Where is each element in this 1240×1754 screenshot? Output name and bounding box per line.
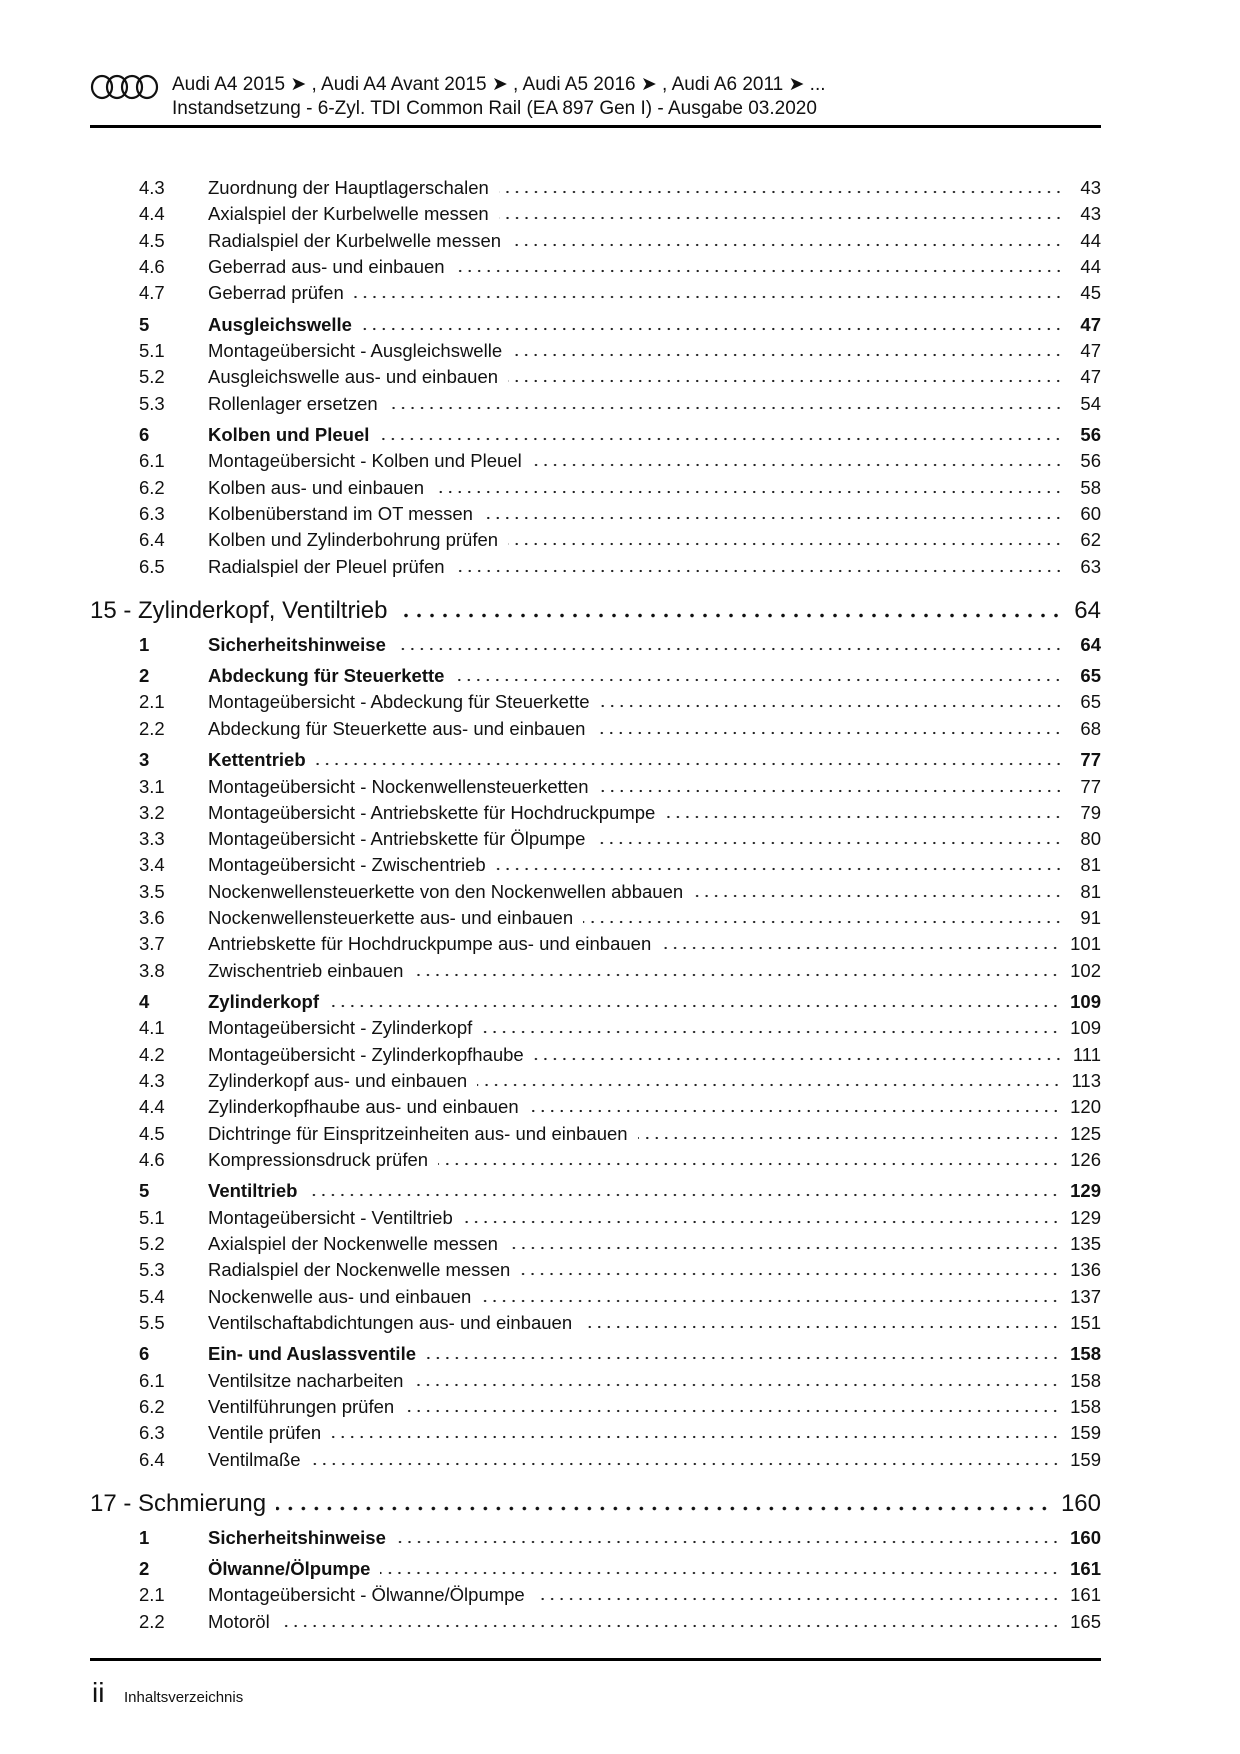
dot-leader <box>661 946 1060 950</box>
toc-title: Abdeckung für Steuerkette aus- und einbauen <box>208 717 586 739</box>
dot-leader <box>438 1162 1060 1166</box>
toc-title: Radialspiel der Pleuel prüfen <box>208 555 445 577</box>
toc-title: Ventilführungen prüfen <box>208 1396 395 1417</box>
toc-title: Antriebskette für Hochdruckpumpe aus- und einbauen <box>208 933 652 955</box>
toc-section[interactable] <box>90 1180 1101 1202</box>
footer-page-number: ii <box>92 1677 105 1708</box>
toc-page-number: 113 <box>1071 1070 1101 1091</box>
toc-section[interactable] <box>90 634 1101 656</box>
toc-number: 5.2 <box>139 366 165 388</box>
dot-leader <box>595 731 1063 735</box>
toc-page-number: 137 <box>1070 1285 1101 1307</box>
toc-number: 6.1 <box>139 450 165 472</box>
toc-title: Montageübersicht - Abdeckung für Steuerkette <box>208 691 590 713</box>
toc-title: Montageübersicht - Kolben und Pleuel <box>208 450 522 472</box>
toc-entry[interactable] <box>90 256 1101 278</box>
dot-leader <box>583 920 1063 924</box>
toc-page-number: 77 <box>1080 775 1101 797</box>
toc-number: 3.4 <box>139 854 165 876</box>
toc-page-number: 161 <box>1070 1584 1101 1606</box>
toc-number: 5.3 <box>139 392 165 414</box>
toc-page-number: 44 <box>1080 255 1101 277</box>
toc-page-number: 101 <box>1070 933 1101 955</box>
dot-leader <box>413 973 1060 977</box>
dot-leader <box>316 762 1063 766</box>
toc-page-number: 125 <box>1070 1122 1101 1144</box>
toc-title: Montageübersicht - Ausgleichswelle <box>208 340 503 361</box>
toc-title: Axialspiel der Nockenwelle messen <box>208 1233 498 1254</box>
toc-page-number: 126 <box>1070 1148 1101 1170</box>
toc-number: 5.1 <box>139 1206 165 1228</box>
toc-number: 4.4 <box>139 1096 165 1118</box>
dot-leader <box>455 569 1063 573</box>
toc-number: 6.3 <box>139 503 165 524</box>
toc-number: 6.2 <box>139 1396 165 1417</box>
toc-section[interactable] <box>90 1343 1101 1365</box>
toc-title: Ölwanne/Ölpumpe <box>208 1558 371 1580</box>
toc-entry[interactable] <box>90 529 1101 551</box>
toc-page-number: 64 <box>1080 633 1101 655</box>
toc-entry[interactable] <box>90 230 1101 252</box>
toc-entry[interactable] <box>90 1449 1101 1471</box>
toc-entry[interactable] <box>90 1233 1101 1255</box>
toc-title: 15 - Zylinderkopf, Ventiltrieb <box>90 596 388 624</box>
toc-page-number: 158 <box>1070 1396 1101 1417</box>
toc-page-number: 102 <box>1070 959 1101 981</box>
toc-entry[interactable] <box>90 718 1101 740</box>
toc-number: 3.6 <box>139 907 165 928</box>
toc-entry[interactable] <box>90 1070 1101 1092</box>
toc-number: 4.6 <box>139 255 165 277</box>
toc-page-number: 77 <box>1080 749 1101 771</box>
toc-page-number: 68 <box>1080 717 1101 739</box>
toc-page-number: 165 <box>1070 1610 1101 1632</box>
toc-entry[interactable] <box>90 1422 1101 1444</box>
toc-entry[interactable] <box>90 477 1101 499</box>
toc-title: Kolben und Zylinderbohrung prüfen <box>208 529 499 551</box>
dot-leader <box>396 1540 1060 1544</box>
toc-page-number: 91 <box>1080 907 1101 928</box>
toc-number: 3.7 <box>139 933 165 955</box>
toc-number: 4.7 <box>139 282 165 304</box>
toc-page-number: 79 <box>1080 801 1101 823</box>
toc-section[interactable] <box>90 1527 1101 1549</box>
toc-page-number: 45 <box>1080 282 1101 304</box>
toc-title: Motoröl <box>208 1610 270 1632</box>
toc-title: Kolben und Pleuel <box>208 424 370 446</box>
toc-number: 5 <box>139 313 150 335</box>
toc-title: Montageübersicht - Ölwanne/Ölpumpe <box>208 1584 525 1606</box>
toc-title: Kolben aus- und einbauen <box>208 476 425 498</box>
dot-leader <box>463 1220 1060 1224</box>
toc-title: Sicherheitshinweise <box>208 1526 386 1548</box>
toc-number: 2.2 <box>139 717 165 739</box>
toc-entry[interactable] <box>90 776 1101 798</box>
dot-leader <box>534 1057 1063 1061</box>
toc-page-number: 159 <box>1070 1448 1101 1470</box>
header-rule <box>90 125 1101 128</box>
toc-title: Zuordnung der Hauptlagerschalen <box>208 177 489 198</box>
dot-leader <box>483 516 1063 520</box>
toc-title: Montageübersicht - Ventiltrieb <box>208 1206 453 1228</box>
toc-number: 5.2 <box>139 1233 165 1254</box>
dot-leader <box>600 704 1063 708</box>
toc-title: Ventilschaftabdichtungen aus- und einbauen <box>208 1311 573 1333</box>
toc-page-number: 47 <box>1080 340 1101 361</box>
toc-number: 4.3 <box>139 1070 165 1091</box>
toc-page-number: 43 <box>1080 203 1101 225</box>
toc-number: 4.5 <box>139 229 165 251</box>
dot-leader <box>380 1571 1060 1575</box>
toc-entry[interactable] <box>90 691 1101 713</box>
toc-section[interactable] <box>90 991 1101 1013</box>
toc-number: 4.4 <box>139 203 165 225</box>
toc-page-number: 64 <box>1074 596 1101 624</box>
toc-entry[interactable] <box>90 1017 1101 1039</box>
toc-page-number: 135 <box>1070 1233 1101 1254</box>
toc-number: 5.3 <box>139 1259 165 1281</box>
toc-entry[interactable] <box>90 960 1101 982</box>
toc-entry[interactable] <box>90 1207 1101 1229</box>
toc-page-number: 129 <box>1070 1180 1101 1202</box>
toc-section[interactable] <box>90 1558 1101 1580</box>
toc-entry[interactable] <box>90 1611 1101 1633</box>
dot-leader <box>311 1462 1061 1466</box>
footer-label: Inhaltsverzeichnis <box>124 1689 244 1706</box>
toc-entry[interactable] <box>90 1370 1101 1392</box>
toc-title: Ausgleichswelle <box>208 313 352 335</box>
toc-title: Geberrad prüfen <box>208 282 344 304</box>
toc-title: Montageübersicht - Antriebskette für Ölpumpe <box>208 828 586 850</box>
toc-entry[interactable] <box>90 393 1101 415</box>
toc-number: 4.2 <box>139 1043 165 1065</box>
dot-leader <box>481 1299 1060 1303</box>
toc-number: 5.4 <box>139 1285 165 1307</box>
toc-section[interactable] <box>90 665 1101 687</box>
dot-leader <box>512 353 1063 357</box>
header-manual-title: Instandsetzung - 6-Zyl. TDI Common Rail (EA 897 Gen I) - Ausgabe 03.2020 <box>172 98 817 119</box>
toc-page-number: 160 <box>1070 1526 1101 1548</box>
toc-number: 4.1 <box>139 1017 165 1039</box>
toc-entry[interactable] <box>90 1259 1101 1281</box>
footer-rule <box>90 1658 1101 1661</box>
dot-leader <box>397 613 1063 618</box>
toc-title: 17 - Schmierung <box>90 1489 267 1517</box>
toc-title: Geberrad aus- und einbauen <box>208 255 445 277</box>
toc-title: Zylinderkopf aus- und einbauen <box>208 1070 468 1091</box>
dot-leader <box>477 1083 1061 1087</box>
toc-section[interactable] <box>90 314 1101 336</box>
dot-leader <box>434 490 1063 494</box>
toc-title: Zwischentrieb einbauen <box>208 959 404 981</box>
toc-page-number: 65 <box>1080 665 1101 687</box>
toc-title: Ventiltrieb <box>208 1180 298 1202</box>
dot-leader <box>329 1004 1060 1008</box>
toc-page-number: 56 <box>1080 424 1101 446</box>
toc-page-number: 160 <box>1060 1489 1101 1517</box>
dot-leader <box>508 542 1063 546</box>
toc-number: 1 <box>139 1526 150 1548</box>
toc-title: Radialspiel der Nockenwelle messen <box>208 1259 511 1281</box>
toc-number: 2.2 <box>139 1610 165 1632</box>
toc-title: Montageübersicht - Zylinderkopfhaube <box>208 1043 524 1065</box>
toc-number: 3.2 <box>139 801 165 823</box>
dot-leader <box>404 1409 1060 1413</box>
toc-number: 5.5 <box>139 1311 165 1333</box>
dot-leader <box>665 815 1063 819</box>
dot-leader <box>331 1435 1060 1439</box>
header-vehicle-models: Audi A4 2015 ➤ , Audi A4 Avant 2015 ➤ , Audi A5 2016 ➤ , Audi A6 2011 ➤ ... <box>172 74 826 95</box>
toc-page-number: 136 <box>1070 1259 1101 1281</box>
toc-page-number: 58 <box>1080 476 1101 498</box>
toc-number: 6 <box>139 1343 150 1365</box>
toc-title: Ein- und Auslassventile <box>208 1343 416 1365</box>
toc-page-number: 54 <box>1080 392 1101 414</box>
dot-leader <box>496 867 1063 871</box>
dot-leader <box>354 295 1063 299</box>
dot-leader <box>499 216 1063 220</box>
toc-page-number: 81 <box>1080 854 1101 876</box>
toc-page-number: 109 <box>1070 1017 1101 1039</box>
toc-entry[interactable] <box>90 450 1101 472</box>
toc-number: 6 <box>139 424 150 446</box>
toc-title: Axialspiel der Kurbelwelle messen <box>208 203 489 225</box>
toc-section[interactable] <box>90 424 1101 446</box>
toc-number: 6.3 <box>139 1422 165 1444</box>
toc-page-number: 63 <box>1080 555 1101 577</box>
toc-title: Ventilsitze nacharbeiten <box>208 1369 404 1391</box>
toc-title: Ausgleichswelle aus- und einbauen <box>208 366 499 388</box>
toc-number: 3.3 <box>139 828 165 850</box>
toc-number: 3.8 <box>139 959 165 981</box>
toc-entry[interactable] <box>90 828 1101 850</box>
toc-title: Kolbenüberstand im OT messen <box>208 503 473 524</box>
toc-entry[interactable] <box>90 933 1101 955</box>
toc-title: Montageübersicht - Zwischentrieb <box>208 854 486 876</box>
toc-title: Montageübersicht - Zylinderkopf <box>208 1017 473 1039</box>
toc-entry[interactable] <box>90 282 1101 304</box>
toc-number: 3.1 <box>139 775 165 797</box>
toc-page-number: 151 <box>1070 1311 1101 1333</box>
toc-title: Montageübersicht - Antriebskette für Hochdruckpumpe <box>208 801 656 823</box>
toc-number: 6.4 <box>139 529 165 551</box>
toc-page-number: 43 <box>1080 177 1101 198</box>
toc-entry[interactable] <box>90 1584 1101 1606</box>
toc-page-number: 158 <box>1070 1343 1101 1365</box>
dot-leader <box>511 243 1063 247</box>
dot-leader <box>638 1136 1061 1140</box>
toc-page-number: 129 <box>1070 1206 1101 1228</box>
toc-page-number: 60 <box>1080 503 1101 524</box>
toc-page-number: 161 <box>1070 1558 1101 1580</box>
toc-title: Zylinderkopf <box>208 991 320 1013</box>
toc-title: Rollenlager ersetzen <box>208 392 378 414</box>
toc-entry[interactable] <box>90 881 1101 903</box>
toc-page-number: 47 <box>1080 366 1101 388</box>
toc-number: 1 <box>139 633 150 655</box>
toc-page-number: 62 <box>1080 529 1101 551</box>
toc-page-number: 47 <box>1080 313 1101 335</box>
dot-leader <box>307 1193 1060 1197</box>
audi-logo <box>90 74 160 100</box>
toc-title: Nockenwelle aus- und einbauen <box>208 1285 472 1307</box>
toc-entry[interactable] <box>90 802 1101 824</box>
toc-chapter[interactable] <box>90 1490 1101 1518</box>
dot-leader <box>693 894 1063 898</box>
toc-number: 3.5 <box>139 880 165 902</box>
dot-leader <box>455 269 1063 273</box>
toc-page-number: 109 <box>1070 991 1101 1013</box>
toc-number: 4.6 <box>139 1148 165 1170</box>
dot-leader <box>508 1246 1060 1250</box>
dot-leader <box>426 1356 1060 1360</box>
dot-leader <box>508 379 1063 383</box>
toc-title: Nockenwellensteuerkette von den Nockenwellen abbauen <box>208 880 684 902</box>
dot-leader <box>582 1325 1060 1329</box>
toc-chapter[interactable] <box>90 597 1101 625</box>
toc-number: 2.1 <box>139 691 165 713</box>
toc-page-number: 111 <box>1072 1043 1101 1065</box>
dot-leader <box>599 789 1064 793</box>
toc-title: Nockenwellensteuerkette aus- und einbauen <box>208 907 574 928</box>
dot-leader <box>280 1624 1060 1628</box>
dot-leader <box>520 1272 1060 1276</box>
dot-leader <box>499 190 1063 194</box>
toc-page-number: 44 <box>1080 229 1101 251</box>
toc-number: 4 <box>139 991 150 1013</box>
toc-entry[interactable] <box>90 1044 1101 1066</box>
toc-number: 2 <box>139 1558 150 1580</box>
toc-page-number: 80 <box>1080 828 1101 850</box>
dot-leader <box>595 841 1063 845</box>
toc-entry[interactable] <box>90 177 1101 199</box>
toc-title: Kompressionsdruck prüfen <box>208 1148 429 1170</box>
toc-number: 6.1 <box>139 1369 165 1391</box>
toc-number: 2.1 <box>139 1584 165 1606</box>
toc-page-number: 65 <box>1080 691 1101 713</box>
toc-number: 6.5 <box>139 555 165 577</box>
toc-entry[interactable] <box>90 556 1101 578</box>
toc-page-number: 159 <box>1070 1422 1101 1444</box>
toc-entry[interactable] <box>90 1149 1101 1171</box>
dot-leader <box>413 1383 1060 1387</box>
dot-leader <box>454 678 1063 682</box>
toc-page-number: 158 <box>1070 1369 1101 1391</box>
toc-number: 6.2 <box>139 476 165 498</box>
toc-section[interactable] <box>90 749 1101 771</box>
toc-number: 4.3 <box>139 177 165 198</box>
toc-number: 5.1 <box>139 340 165 361</box>
toc-number: 6.4 <box>139 1448 165 1470</box>
toc-number: 3 <box>139 749 150 771</box>
toc-entry[interactable] <box>90 203 1101 225</box>
toc-page-number: 120 <box>1070 1096 1101 1118</box>
toc-number: 5 <box>139 1180 150 1202</box>
toc-title: Ventile prüfen <box>208 1422 322 1444</box>
toc-entry[interactable] <box>90 366 1101 388</box>
dot-leader <box>362 327 1063 331</box>
dot-leader <box>276 1506 1051 1511</box>
toc-title: Zylinderkopfhaube aus- und einbauen <box>208 1096 519 1118</box>
toc-title: Montageübersicht - Nockenwellensteuerketten <box>208 775 589 797</box>
dot-leader <box>396 647 1063 651</box>
dot-leader <box>482 1030 1060 1034</box>
toc-entry[interactable] <box>90 1123 1101 1145</box>
toc-number: 2 <box>139 665 150 687</box>
toc-entry[interactable] <box>90 1396 1101 1418</box>
toc-page-number: 81 <box>1080 880 1101 902</box>
toc-title: Abdeckung für Steuerkette <box>208 665 445 687</box>
dot-leader <box>379 437 1063 441</box>
toc-title: Dichtringe für Einspritzeinheiten aus- und einbauen <box>208 1122 628 1144</box>
toc-entry[interactable] <box>90 340 1101 362</box>
toc-title: Radialspiel der Kurbelwelle messen <box>208 229 502 251</box>
toc-entry[interactable] <box>90 1286 1101 1308</box>
toc-title: Sicherheitshinweise <box>208 633 386 655</box>
toc-entry[interactable] <box>90 854 1101 876</box>
toc-entry[interactable] <box>90 503 1101 525</box>
toc-entry[interactable] <box>90 1312 1101 1334</box>
toc-entry[interactable] <box>90 1096 1101 1118</box>
toc-entry[interactable] <box>90 907 1101 929</box>
toc-title: Kettentrieb <box>208 749 306 771</box>
dot-leader <box>529 1109 1061 1113</box>
toc-title: Ventilmaße <box>208 1448 301 1470</box>
dot-leader <box>532 463 1063 467</box>
dot-leader <box>388 406 1063 410</box>
toc-number: 4.5 <box>139 1122 165 1144</box>
dot-leader <box>535 1597 1060 1601</box>
toc-page-number: 56 <box>1080 450 1101 472</box>
